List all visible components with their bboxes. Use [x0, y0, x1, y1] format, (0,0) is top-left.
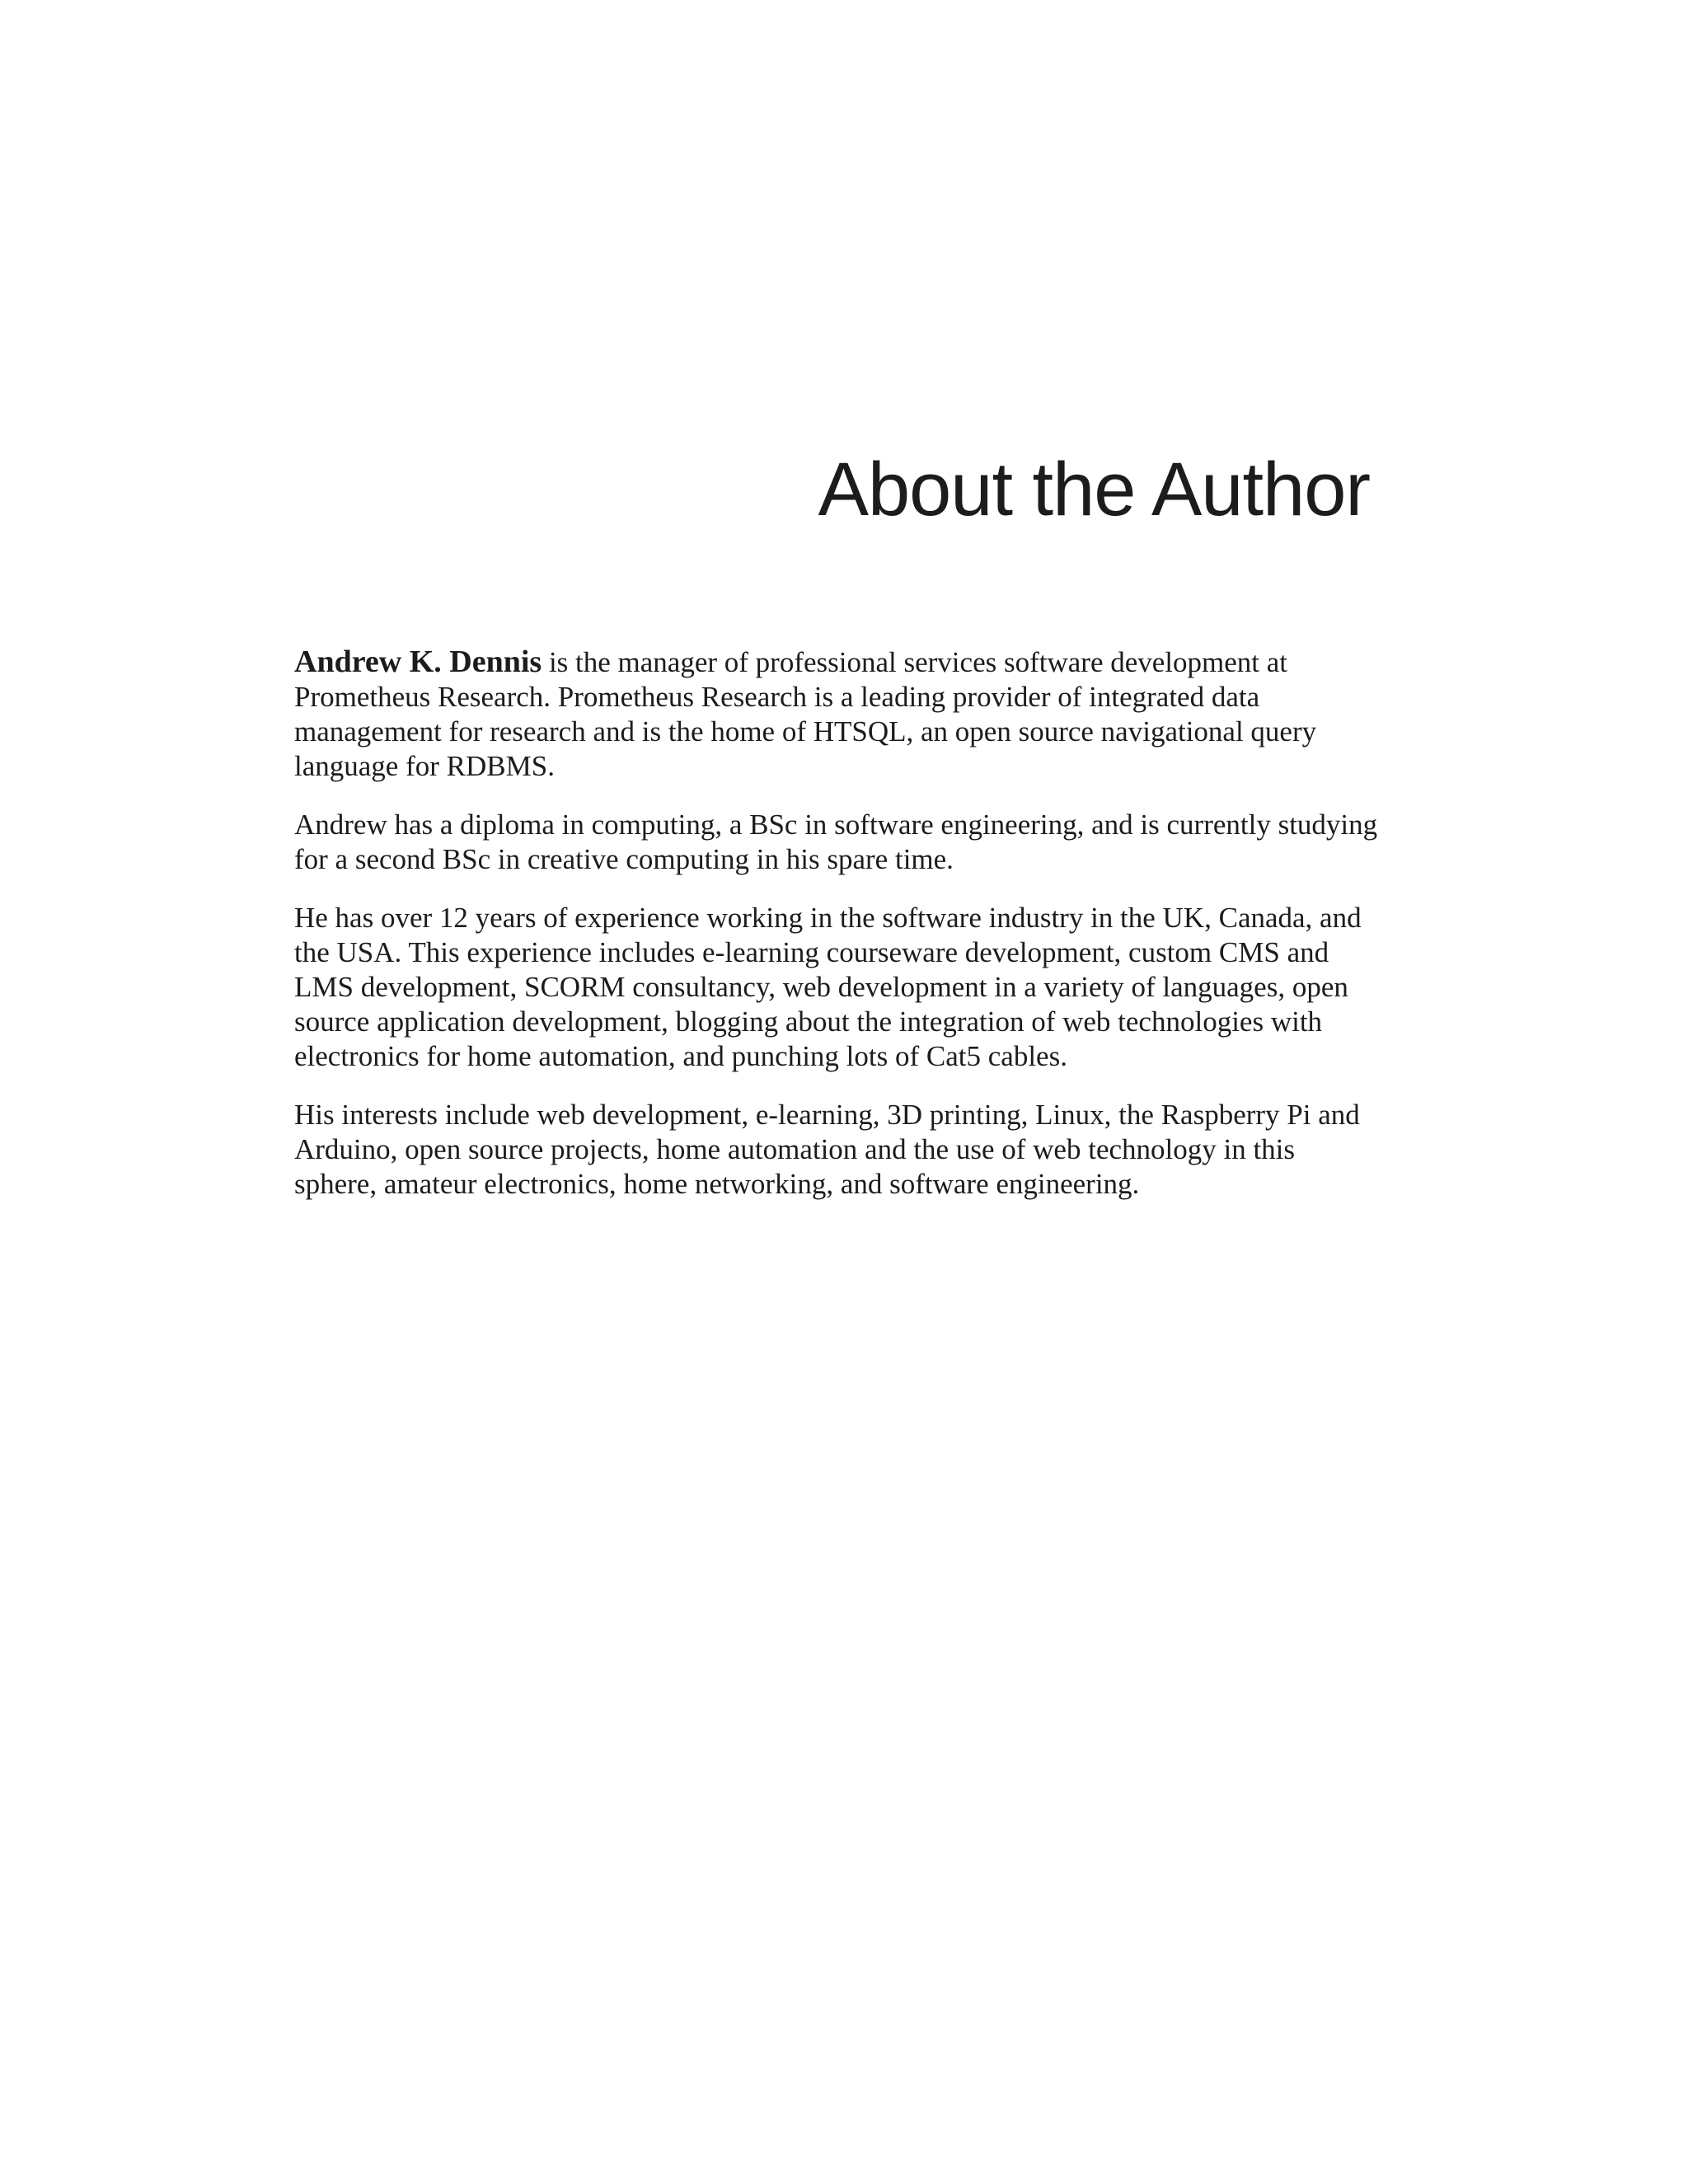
bio-paragraph-3: He has over 12 years of experience working in the software industry in the UK, Canada, and the USA. This experience includes e-learning courseware development, custom CMS and LMS development, SCORM consultancy, web development in a variety of languages, open source application development, blogging about the integration of web technologies with electronics for home automation, and punching lots of Cat5 cables. [294, 902, 1362, 1072]
page-title: About the Author [818, 448, 1370, 532]
author-bio [294, 644, 1382, 1226]
bio-paragraph-1-text: is the manager of professional services software development at Prometheus Research. Prometheus Research is a leading provider of integrated data management for research and is the home of HTSQL, an open source navigational query language for RDBMS. [294, 646, 1317, 782]
bio-paragraph-4: His interests include web development, e-learning, 3D printing, Linux, the Raspberry Pi and Arduino, open source projects, home automation and the use of web technology in this sphere, amateur electronics, home networking, and software engineering. [294, 1099, 1360, 1200]
author-name: Andrew K. Dennis [294, 644, 542, 679]
bio-paragraph-2: Andrew has a diploma in computing, a BSc in software engineering, and is currently studying for a second BSc in creative computing in his spare time. [294, 808, 1378, 875]
bio-paragraph-1 [294, 644, 1382, 784]
